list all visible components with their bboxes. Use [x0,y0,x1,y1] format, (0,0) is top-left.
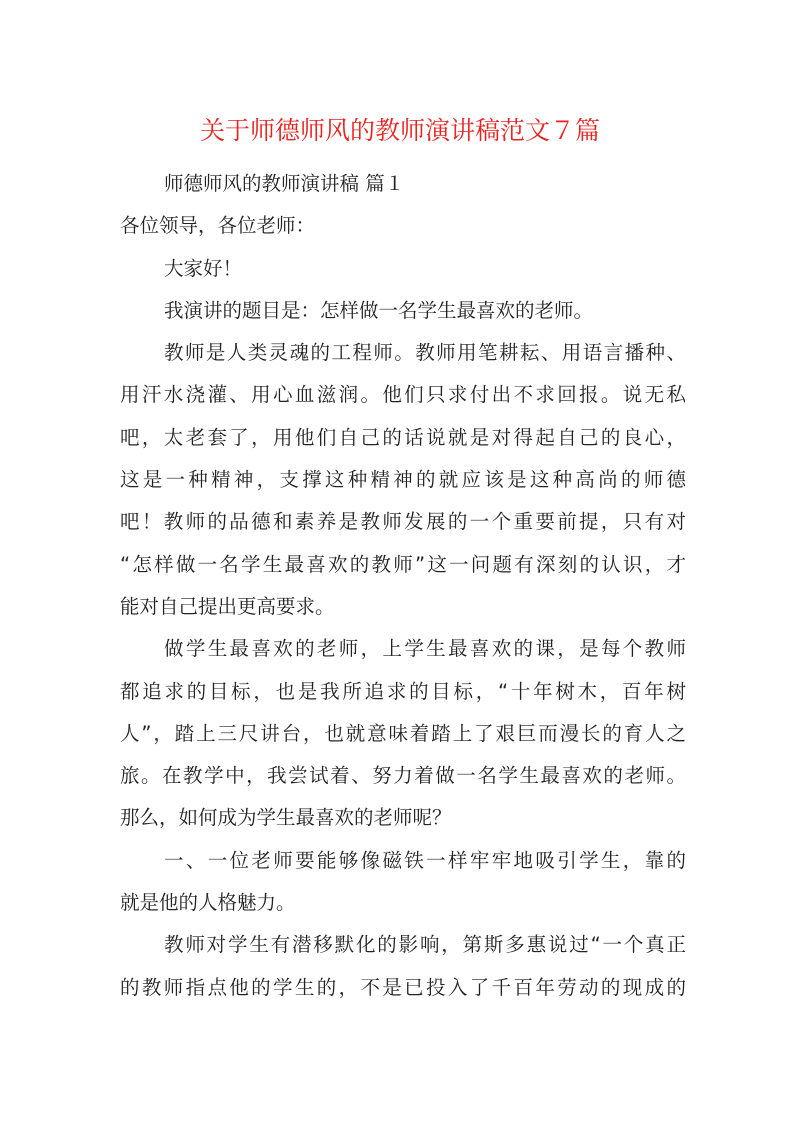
text-line: 我演讲的题目是：怎样做一名学生最喜欢的老师。 [164,298,594,322]
section-heading [120,163,686,205]
text-line: 那么，如何成为学生最喜欢的老师呢？ [120,806,452,830]
speech-topic [120,290,686,332]
text-line: 旅。在教学中，我尝试着、努力着做一名学生最喜欢的老师。 [120,764,686,788]
body-paragraph [120,840,686,925]
text-line: 各位领导，各位老师： [120,214,316,238]
text-line: “怎样做一名学生最喜欢的教师”这一问题有深刻的认识，才 [120,552,686,576]
text-line: 都追求的目标，也是我所追求的目标，“十年树木，百年树 [120,679,686,703]
text-line: 的教师指点他的学生的，不是已投入了千百年劳动的现成的 [120,975,686,999]
text-line: 教师对学生有潜移默化的影响，第斯多惠说过“一个真正 [164,933,686,957]
greeting [120,248,686,290]
text-line: 吧！教师的品德和素养是教师发展的一个重要前提，只有对 [120,510,686,534]
salutation [120,205,686,247]
body-paragraph [120,924,686,1009]
text-line: 做学生最喜欢的老师，上学生最喜欢的课，是每个教师 [164,637,686,661]
text-line: 用汗水浇灌、用心血滋润。他们只求付出不求回报。说无私 [120,383,686,407]
body-paragraph [120,628,686,839]
text-line: 吧，太老套了，用他们自己的话说就是对得起自己的良心， [120,425,686,449]
document-title: 关于师德师风的教师演讲稿范文７篇 [199,116,600,145]
text-line: 大家好！ [164,256,243,280]
body-paragraph [120,332,686,628]
text-line: 师德师风的教师演讲稿 篇１ [164,172,405,195]
text-line: 就是他的人格魅力。 [120,891,296,915]
text-line: 能对自己提出更高要求。 [120,594,335,618]
text-line: 人”，踏上三尺讲台，也就意味着踏上了艰巨而漫长的育人之 [120,721,686,745]
text-line: 一、一位老师要能够像磁铁一样牢牢地吸引学生，靠的 [164,848,686,872]
text-line: 教师是人类灵魂的工程师。教师用笔耕耘、用语言播种、 [164,341,686,365]
text-line: 这是一种精神，支撑这种精神的就应该是这种高尚的师德 [120,468,686,492]
document-body [120,163,686,1009]
